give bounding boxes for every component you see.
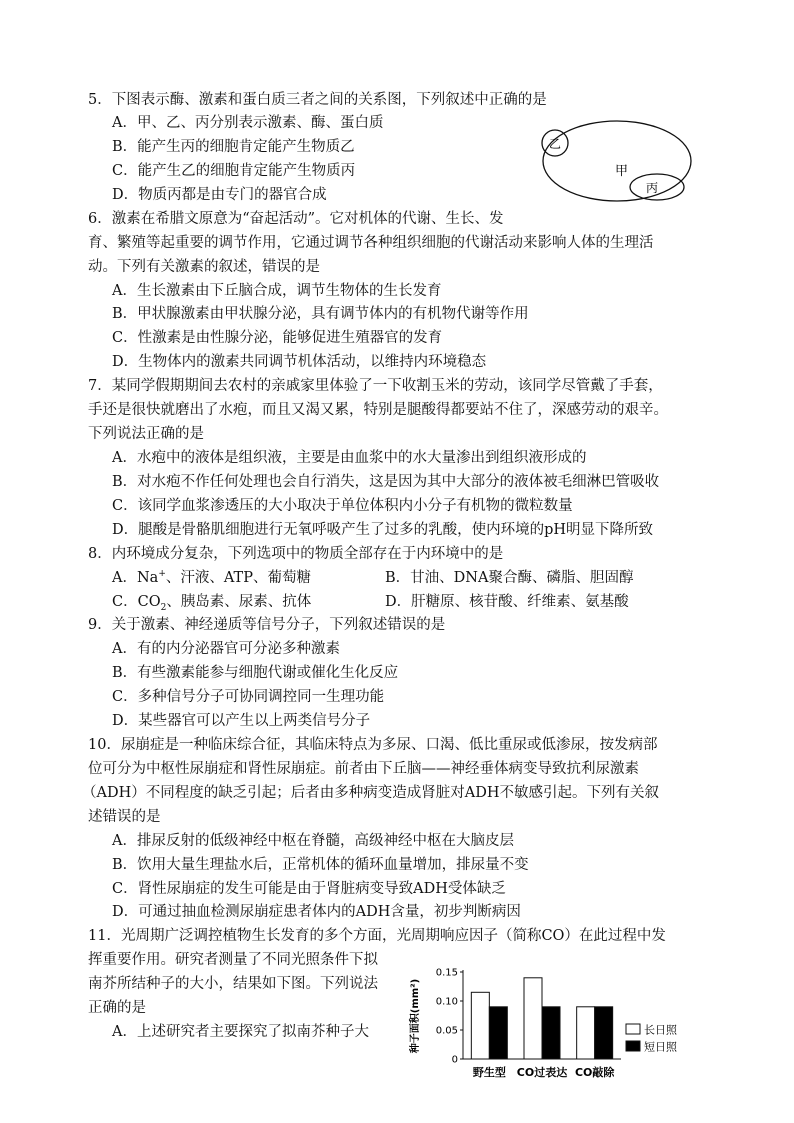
y-tick-label: 0.10 xyxy=(435,996,458,1008)
y-tick-label: 0.15 xyxy=(435,967,458,979)
q6-option-a: A．生长激素由下丘脑合成，调节生物体的生长发育 xyxy=(112,283,442,299)
bar-长日照-CO过表达 xyxy=(524,978,542,1059)
x-tick-label: CO敲除 xyxy=(574,1066,615,1079)
q9-stem: 9．关于激素、神经递质等信号分子，下列叙述错误的是 xyxy=(88,617,446,633)
q10-stem-line-1: 10．尿崩症是一种临床综合征，其临床特点为多尿、口渴、低比重尿或低渗尿，按发病部 xyxy=(88,737,658,753)
venn-label-right: 丙 xyxy=(646,181,659,195)
q10-stem-line-4: 述错误的是 xyxy=(88,809,161,825)
q7-option-a: A．水疱中的液体是组织液，主要是由血浆中的水大量渗出到组织液形成的 xyxy=(112,450,587,466)
q5-option-c: C．能产生乙的细胞肯定能产生物质丙 xyxy=(112,163,356,179)
bar-短日照-野生型 xyxy=(489,1007,507,1059)
q6-option-c: C．性激素是由性腺分泌，能够促进生殖器官的发育 xyxy=(112,330,443,346)
y-axis-label: 种子面积(mm²) xyxy=(410,978,421,1054)
legend-label: 长日照 xyxy=(644,1023,677,1037)
q6-option-b: B．甲状腺激素由甲状腺分泌，具有调节体内的有机物代谢等作用 xyxy=(112,306,529,322)
q11-stem-line-4: 正确的是 xyxy=(88,1000,146,1016)
q8-option-b: B．甘油、DNA聚合酶、磷脂、胆固醇 xyxy=(385,570,634,586)
legend-swatch-长日照 xyxy=(626,1024,640,1034)
q8-option-d: D．肝糖原、核苷酸、纤维素、氨基酸 xyxy=(385,594,629,610)
q5-option-d: D．物质丙都是由专门的器官合成 xyxy=(112,187,327,203)
q10-option-b: B．饮用大量生理盐水后，正常机体的循环血量增加，排尿量不变 xyxy=(112,857,529,873)
q10-option-a: A．排尿反射的低级神经中枢在脊髓，高级神经中枢在大脑皮层 xyxy=(112,833,514,849)
q5-option-b: B．能产生丙的细胞肯定能产生物质乙 xyxy=(112,139,355,155)
legend-swatch-短日照 xyxy=(626,1041,640,1051)
y-tick-label: 0.05 xyxy=(435,1025,458,1037)
enzyme-hormone-protein-venn-diagram xyxy=(535,115,695,205)
q8-option-c: C．$CO_2$、胰岛素、尿素、抗体 xyxy=(112,594,312,613)
venn-outer-ellipse xyxy=(543,121,691,201)
q9-option-b: B．有些激素能参与细胞代谢或催化生化反应 xyxy=(112,665,399,681)
q9-option-a: A．有的内分泌器官可分泌多种激素 xyxy=(112,641,340,657)
y-tick-label: 0 xyxy=(451,1054,458,1066)
q6-option-d: D．生物体内的激素共同调节机体活动，以维持内环境稳态 xyxy=(112,354,487,370)
q5-option-a: A．甲、乙、丙分别表示激素、酶、蛋白质 xyxy=(112,115,384,131)
bar-长日照-CO敲除 xyxy=(577,1007,595,1059)
legend-label: 短日照 xyxy=(644,1040,677,1054)
q11-stem-line-3: 南芥所结种子的大小，结果如下图。下列说法 xyxy=(88,976,378,992)
q6-stem-line-2: 育、繁殖等起重要的调节作用，它通过调节各种组织细胞的代谢活动来影响人体的生理活 xyxy=(88,235,654,251)
bar-短日照-CO过表达 xyxy=(542,1007,560,1059)
q11-stem-line-1: 11．光周期广泛调控植物生长发育的多个方面，光周期响应因子（简称CO）在此过程中发 xyxy=(88,928,666,944)
q5-stem: 5．下图表示酶、激素和蛋白质三者之间的关系图，下列叙述中正确的是 xyxy=(88,92,547,108)
q9-option-c: C．多种信号分子可协同调控同一生理功能 xyxy=(112,689,385,705)
q6-stem-line-1: 6．激素在希腊文原意为“奋起活动”。它对机体的代谢、生长、发 xyxy=(88,211,504,227)
q7-stem-line-2: 手还是很快就磨出了水疱，而且又渴又累，特别是腿酸得都要站不住了，深感劳动的艰辛。 xyxy=(88,402,668,418)
q7-stem-line-1: 7．某同学假期期间去农村的亲戚家里体验了一下收割玉米的劳动，该同学尽管戴了手套， xyxy=(88,378,663,394)
q7-option-b: B．对水疱不作任何处理也会自行消失，这是因为其中大部分的液体被毛细淋巴管吸收 xyxy=(112,474,660,490)
x-tick-label: 野生型 xyxy=(472,1066,506,1079)
q10-stem-line-3: （ADH）不同程度的缺乏引起；后者由多种病变造成肾脏对ADH不敏感引起。下列有关叙 xyxy=(82,785,659,801)
q7-option-c: C．该同学血浆渗透压的大小取决于单位体积内小分子有机物的微粒数量 xyxy=(112,498,573,514)
q11-stem-line-2: 挥重要作用。研究者测量了不同光照条件下拟 xyxy=(88,952,378,968)
q11-option-a: A．上述研究者主要探究了拟南芥种子大 xyxy=(112,1024,369,1040)
bar-短日照-CO敲除 xyxy=(595,1007,613,1059)
q10-stem-line-2: 位可分为中枢性尿崩症和肾性尿崩症。前者由下丘脑——神经垂体病变导致抗利尿激素 xyxy=(88,761,639,777)
q7-stem-line-3: 下列说法正确的是 xyxy=(88,426,204,442)
q8-stem: 8．内环境成分复杂，下列选项中的物质全部存在于内环境中的是 xyxy=(88,546,504,562)
q10-option-d: D．可通过抽血检测尿崩症患者体内的ADH含量，初步判断病因 xyxy=(112,904,521,920)
q9-option-d: D．某些器官可以产生以上两类信号分子 xyxy=(112,713,371,729)
venn-label-outer: 甲 xyxy=(615,164,629,179)
q6-stem-line-3: 动。下列有关激素的叙述，错误的是 xyxy=(88,259,320,275)
q7-option-d: D．腿酸是骨骼肌细胞进行无氧呼吸产生了过多的乳酸，使内环境的pH明显下降所致 xyxy=(112,522,654,538)
q10-option-c: C．肾性尿崩症的发生可能是由于肾脏病变导致ADH受体缺乏 xyxy=(112,881,506,897)
seed-area-bar-chart xyxy=(408,960,708,1088)
q8-option-a: A．Na+、汗液、ATP、葡萄糖 xyxy=(112,569,311,586)
bar-长日照-野生型 xyxy=(471,992,489,1059)
venn-label-left: 乙 xyxy=(549,137,562,151)
x-tick-label: CO过表达 xyxy=(516,1066,568,1079)
